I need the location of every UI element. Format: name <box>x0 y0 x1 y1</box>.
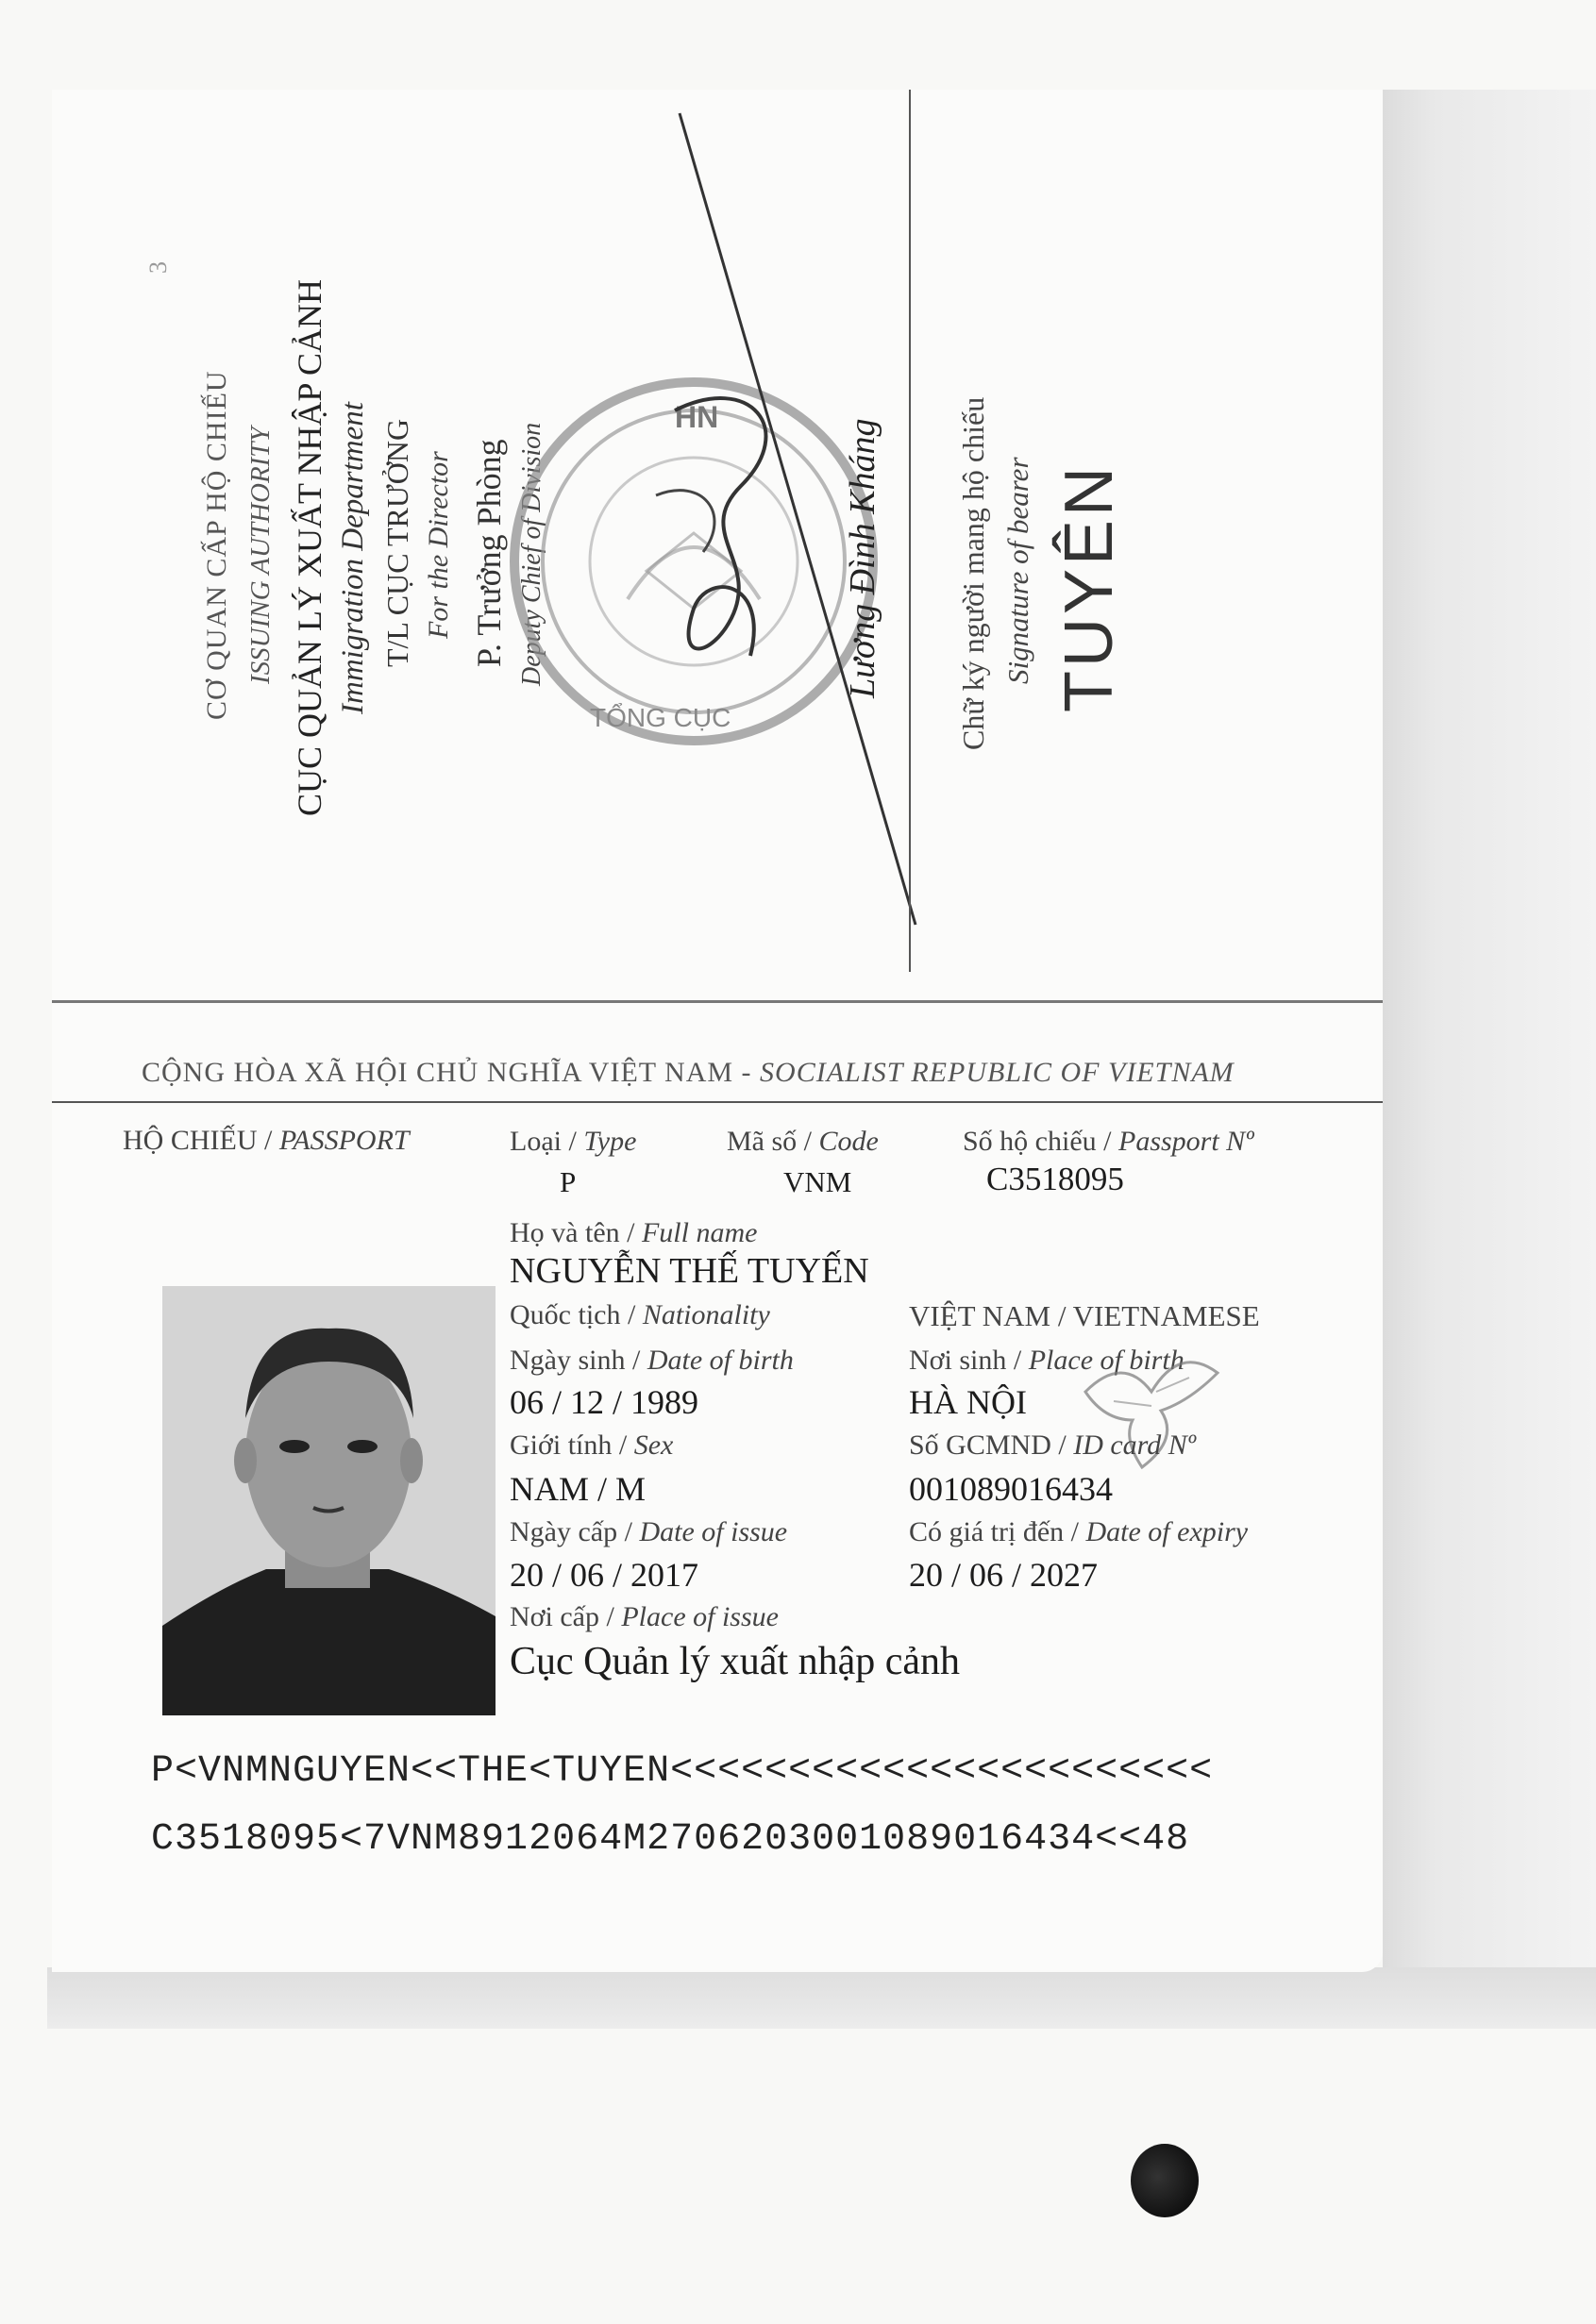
doe-label-en: Date of expiry <box>1085 1516 1249 1547</box>
holder-portrait <box>162 1286 496 1715</box>
idcard-label-vi: Số GCMND / <box>909 1430 1074 1461</box>
sex-label <box>510 1430 673 1462</box>
header-rule <box>52 1101 1383 1103</box>
doi-label <box>510 1516 787 1548</box>
for-director-vi: T/L CỤC TRƯỞNG <box>380 418 414 667</box>
idcard-label-en: ID card Nº <box>1073 1430 1197 1461</box>
dob-label-vi: Ngày sinh / <box>510 1345 647 1376</box>
country-header <box>142 1057 1235 1089</box>
issuing-authority-vi: CƠ QUAN CẤP HỘ CHIẾU <box>201 370 232 720</box>
holder-photo <box>162 1286 496 1715</box>
page-bottom-edge <box>47 1967 1596 2029</box>
page-edge-shadow <box>1383 90 1596 1977</box>
top-page-divider <box>909 90 911 972</box>
sex-label-en: Sex <box>633 1430 674 1461</box>
department-en: Immigration Department <box>336 402 370 714</box>
code-label <box>727 1126 879 1158</box>
fullname-label-en: Full name <box>641 1217 758 1248</box>
type-label <box>510 1126 636 1158</box>
dob-label <box>510 1345 794 1377</box>
passport-no-label <box>963 1126 1254 1158</box>
passport-spread <box>52 90 1383 1972</box>
code-label-en: Code <box>818 1126 879 1157</box>
fullname-label-vi: Họ và tên / <box>510 1217 642 1248</box>
code-value: VNM <box>783 1165 852 1198</box>
doe-label <box>909 1516 1248 1548</box>
pob-label-vi: Nơi sinh / <box>909 1345 1029 1376</box>
type-label-en: Type <box>583 1126 637 1157</box>
stamp-text-top: HN <box>675 400 719 434</box>
dob-value: 06 / 12 / 1989 <box>510 1383 699 1421</box>
poi-label-en: Place of issue <box>621 1601 779 1632</box>
sex-label-vi: Giới tính / <box>510 1430 634 1461</box>
doi-label-vi: Ngày cấp / <box>510 1516 640 1547</box>
mrz-line-2: C3518095<7VNM8912064M2706203001089016434<<48 <box>151 1818 1190 1861</box>
for-director-en: For the Director <box>423 451 454 639</box>
fullname-label <box>510 1217 757 1249</box>
doc-title-en: PASSPORT <box>278 1125 410 1156</box>
fold-line <box>52 1000 1383 1003</box>
diagonal-line <box>675 109 920 929</box>
poi-label-vi: Nơi cấp / <box>510 1601 622 1632</box>
dove-watermark-icon <box>1067 1335 1227 1486</box>
fullname-value: NGUYỄN THẾ TUYẾN <box>510 1251 869 1291</box>
country-header-vi: CỘNG HÒA XÃ HỘI CHỦ NGHĨA VIỆT NAM - <box>142 1057 761 1088</box>
doi-label-en: Date of issue <box>639 1516 788 1547</box>
doe-value: 20 / 06 / 2027 <box>909 1556 1099 1594</box>
idcard-label <box>909 1430 1196 1462</box>
signature-bearer-vi: Chữ ký người mang hộ chiếu <box>956 396 990 750</box>
department-vi: CỤC QUẢN LÝ XUẤT NHẬP CẢNH <box>291 278 328 816</box>
code-label-vi: Mã số / <box>727 1126 819 1157</box>
punch-hole <box>1131 2144 1199 2217</box>
page-number: 3 <box>144 261 172 274</box>
dob-label-en: Date of birth <box>647 1345 794 1376</box>
signature-bearer-en: Signature of bearer <box>1001 457 1034 684</box>
stamp-text-bottom: TỔNG CỤC <box>590 703 731 732</box>
type-label-vi: Loại / <box>510 1126 584 1157</box>
mrz-line-1: P<VNMNGUYEN<<THE<TUYEN<<<<<<<<<<<<<<<<<<<<<<< <box>151 1750 1214 1793</box>
nationality-label <box>510 1299 770 1331</box>
issuing-authority-en: ISSUING AUTHORITY <box>245 426 276 684</box>
nationality-label-vi: Quốc tịch / <box>510 1299 643 1330</box>
officer-name: Lương Đình Kháng <box>843 418 882 698</box>
deputy-en: Deputy Chief of Division <box>517 422 546 686</box>
doi-value: 20 / 06 / 2017 <box>510 1556 699 1594</box>
deputy-vi: P. Trưởng Phòng <box>470 439 508 667</box>
passport-no-value: C3518095 <box>986 1161 1124 1197</box>
country-header-en: SOCIALIST REPUBLIC OF VIETNAM <box>760 1057 1235 1088</box>
poi-label <box>510 1601 779 1633</box>
passport-no-label-vi: Số hộ chiếu / <box>963 1126 1118 1157</box>
type-value: P <box>560 1165 577 1198</box>
pob-label-en: Place of birth <box>1028 1345 1184 1376</box>
doc-title <box>123 1125 410 1157</box>
doe-label-vi: Có giá trị đến / <box>909 1516 1086 1547</box>
idcard-value: 001089016434 <box>909 1470 1113 1508</box>
nationality-value: VIỆT NAM / VIETNAMESE <box>909 1299 1260 1332</box>
passport-no-label-en: Passport Nº <box>1118 1126 1254 1157</box>
bearer-signature: TUYÊN <box>1051 462 1127 712</box>
doc-title-vi: HỘ CHIẾU / <box>123 1125 279 1156</box>
sex-value: NAM / M <box>510 1470 647 1508</box>
poi-value: Cục Quản lý xuất nhập cảnh <box>510 1640 961 1683</box>
pob-value: HÀ NỘI <box>909 1383 1027 1421</box>
nationality-label-en: Nationality <box>642 1299 770 1330</box>
